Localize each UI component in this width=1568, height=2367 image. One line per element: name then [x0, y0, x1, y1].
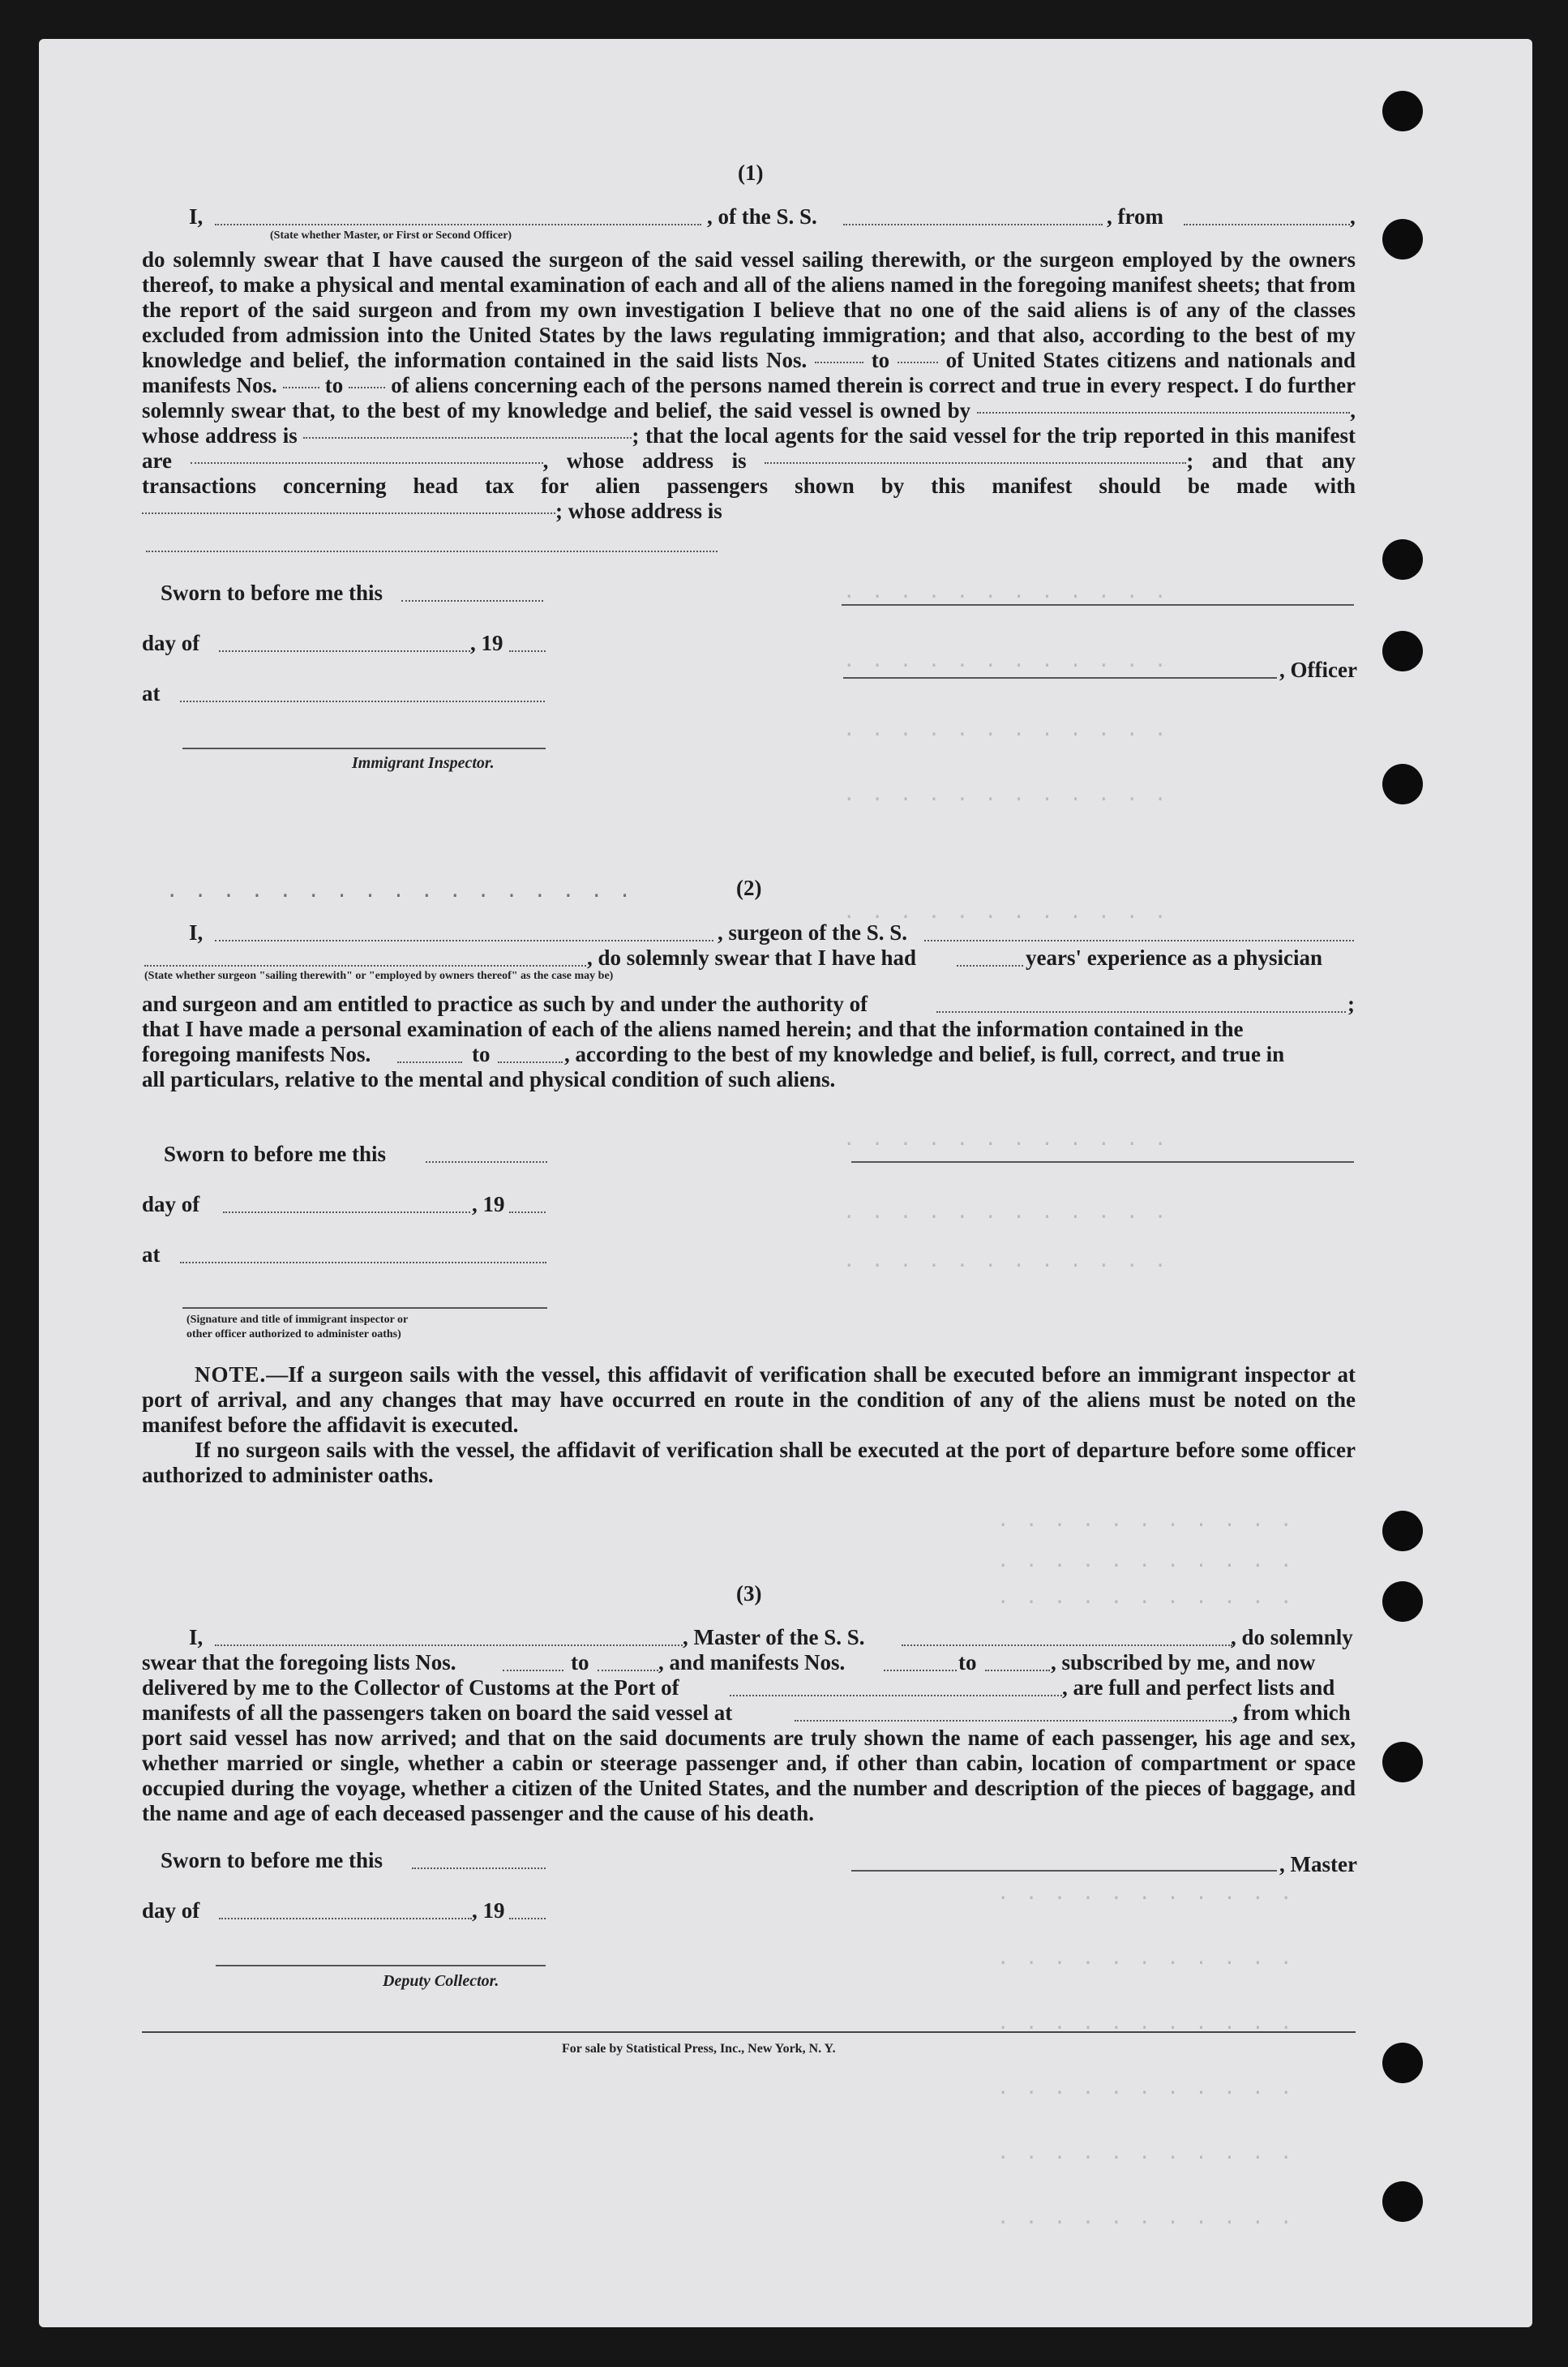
- s3-port-blank[interactable]: [730, 1695, 1062, 1696]
- s1-manifests-from-blank[interactable]: [283, 387, 319, 388]
- s1-year-blank[interactable]: [509, 650, 546, 652]
- s2-line6: all particulars, relative to the mental and physical condition of such aliens.: [142, 1067, 836, 1091]
- s1-officer-signature-line[interactable]: [842, 604, 1354, 606]
- s1-year-label: , 19: [470, 631, 503, 655]
- punch-hole: [1382, 1742, 1423, 1782]
- s2-surgeon-name-blank[interactable]: [215, 940, 713, 941]
- note-paragraph: [142, 1362, 1356, 1438]
- s2-line3: and surgeon and am entitled to practice as such by and under the authority of: [142, 992, 868, 1016]
- show-through-text: . . . . . . . . . . .: [997, 2011, 1295, 2034]
- s1-at-label: at: [142, 681, 161, 705]
- s3-sworn-blank[interactable]: [412, 1867, 546, 1869]
- s2-authority-blank[interactable]: [936, 1011, 1346, 1013]
- s1-owner-blank[interactable]: [977, 412, 1350, 414]
- show-through-text: . . . . . . . . . . .: [997, 1508, 1295, 1531]
- s2-surgeon-caption: (State whether surgeon "sailing therewith" or "employed by owners thereof" as the case may be): [144, 970, 614, 982]
- s3-manifests-to-blank[interactable]: [985, 1670, 1050, 1671]
- s3-collector-line[interactable]: [216, 1965, 546, 1966]
- show-through-text: . . . . . . . . . . .: [997, 1881, 1295, 1904]
- s2-line5a: foregoing manifests Nos.: [142, 1042, 371, 1066]
- show-through-text: . . . . . . . . . . . .: [843, 1200, 1169, 1223]
- show-through-text: . . . . . . . . . . . .: [843, 1127, 1169, 1150]
- s1-comma: ,: [1350, 204, 1356, 229]
- s1-agents-address-blank[interactable]: [765, 462, 1186, 464]
- s3-manifests-from-blank[interactable]: [884, 1670, 957, 1671]
- s3-day-blank[interactable]: [219, 1918, 472, 1919]
- s3-l2c: , and manifests Nos.: [658, 1650, 846, 1674]
- s1-intro-i: I,: [189, 204, 203, 229]
- show-through-text: . . . . . . . . . . .: [997, 2206, 1295, 2228]
- section-3-number: (3): [736, 1581, 762, 1606]
- s3-intro-i: I,: [189, 1625, 203, 1649]
- s3-lists-to-blank[interactable]: [598, 1670, 658, 1671]
- note-paragraph-2: [142, 1438, 1356, 1488]
- s2-signature-caption-2: other officer authorized to administer oaths): [186, 1328, 401, 1340]
- s2-sworn-blank[interactable]: [426, 1161, 547, 1163]
- punch-hole: [1382, 1581, 1423, 1622]
- s2-surgeon-type-blank[interactable]: [144, 965, 586, 967]
- punch-hole: [1382, 91, 1423, 131]
- s2-surgeon-signature-line[interactable]: [851, 1161, 1354, 1163]
- s1-from-blank[interactable]: [1184, 224, 1350, 225]
- note-text-2: If no surgeon sails with the vessel, the affidavit of verification shall be executed at the port of departure before some officer authorized to administer oaths.: [142, 1438, 1356, 1487]
- show-through-text: . . . . . . . . . . . .: [843, 649, 1169, 671]
- s1-body-p2: of United States citizens and nationals and manifests Nos.: [142, 348, 1356, 397]
- s1-officer-label: , Officer: [1279, 658, 1357, 682]
- s2-inspector-line[interactable]: [182, 1307, 547, 1309]
- s2-intro-i: I,: [189, 920, 203, 945]
- s1-headtax-blank[interactable]: [142, 512, 555, 514]
- punch-hole: [1382, 764, 1423, 804]
- s1-body: do solemnly swear that I have caused the surgeon of the said vessel sailing therewith, or the surgeon employed by the owners thereof, to make a physical and mental examination of each and all of the aliens named in the foregoing manifest sheets; that from the report of the said surgeon and from my own investigation I believe that no one of the said aliens is of any of the classes excluded from admission into the United States by the laws regulating immigration; and that also, according to the best of my knowledge and belief, the information contained in the said lists Nos. to of United States citizens and nationals and manifests Nos. to of aliens concerning each of the persons named therein is correct and true in every respect. I do further solemnly swear that, to the best of my knowledge and belief, the said vessel is owned by , whose address is ; that the local agents for the said vessel for the trip reported in this manifest are , whose address is ; and that any transactions concerning head tax for alien passengers shown by this manifest should be made with ; whose address is: [142, 247, 1356, 523]
- s1-body-p1: do solemnly swear that I have caused the surgeon of the said vessel sailing therewith, or the surgeon employed by the owners thereof, to make a physical and mental examination of each and all of the aliens named in the foregoing manifest sheets; that from the report of the said surgeon and from my own investigation I believe that no one of the said aliens is of any of the classes excluded from admission into the United States by the laws regulating immigration; and that also, according to the best of my knowledge and belief, the information contained in the said lists Nos.: [142, 247, 1356, 372]
- show-through-text: . . . . . . . . . . .: [997, 1946, 1295, 1969]
- note-text: —If a surgeon sails with the vessel, this affidavit of verification shall be executed before an immigrant inspector at port of arrival, and any changes that may have occurred en route in the condition of any of the aliens must be noted on the manifest before the affidavit is executed.: [142, 1362, 1356, 1437]
- s1-body-whose2: whose address is: [566, 448, 747, 473]
- show-through-text: . . . . . . . . . . .: [997, 2076, 1295, 2099]
- s2-semicolon: ;: [1347, 992, 1355, 1016]
- s2-line5c: , according to the best of my knowledge and belief, is full, correct, and true in: [564, 1042, 1285, 1066]
- s3-year-blank[interactable]: [509, 1918, 546, 1919]
- s1-headtax-address-blank[interactable]: [146, 551, 718, 552]
- s3-master-name-blank[interactable]: [215, 1644, 683, 1646]
- s3-l2a: swear that the foregoing lists Nos.: [142, 1650, 456, 1674]
- show-through-text: . . . . . . . . . . . .: [843, 900, 1169, 923]
- s3-l2e: , subscribed by me, and now: [1051, 1650, 1316, 1674]
- s1-officer-blank[interactable]: [215, 224, 701, 225]
- s3-body: port said vessel has now arrived; and that on the said documents are truly shown the name of each passenger, his age and sex, whether married or single, whether a cabin or steerage passenger and, if other than cabin, location of compartment or space occupied during the voyage, whether a citizen of the United States, and the number and description of the pieces of baggage, and the name and age of each deceased passenger and the cause of his death.: [142, 1726, 1356, 1825]
- punch-hole: [1382, 539, 1423, 580]
- s2-line5b: to: [472, 1042, 491, 1066]
- s3-do-solemnly: , do solemnly: [1231, 1625, 1353, 1649]
- show-through-text: . . . . . . . . . . .: [997, 1549, 1295, 1572]
- s3-l2b: to: [571, 1650, 589, 1674]
- s3-sworn-label: Sworn to before me this: [161, 1848, 383, 1872]
- s1-at-blank[interactable]: [180, 701, 545, 702]
- s1-owner-address-blank[interactable]: [303, 437, 632, 439]
- s2-signature-caption-1: (Signature and title of immigrant inspector or: [186, 1314, 409, 1326]
- s1-inspector-caption: Immigrant Inspector.: [352, 754, 495, 772]
- s1-sworn-label: Sworn to before me this: [161, 581, 383, 605]
- show-through-text: . . . . . . . . . . . .: [843, 783, 1169, 805]
- s3-l4b: , from which: [1232, 1700, 1351, 1725]
- footer-rule: [142, 2031, 1356, 2033]
- s2-year-label: , 19: [472, 1192, 505, 1216]
- section-2-number: (2): [736, 876, 762, 900]
- show-through-text: . . . . . . . . . . . .: [843, 580, 1169, 602]
- s3-year-label: , 19: [472, 1898, 505, 1923]
- s1-inspector-line[interactable]: [182, 748, 546, 749]
- s1-sworn-blank[interactable]: [401, 600, 543, 602]
- s1-body-whose1: , whose address is: [142, 398, 1356, 448]
- s1-lists-to-blank[interactable]: [898, 362, 938, 363]
- s2-manifests-to-blank[interactable]: [498, 1061, 563, 1063]
- s2-line4: that I have made a personal examination of each of the aliens named herein; and that the information contained in the: [142, 1017, 1244, 1041]
- show-through-text: . . . . . . . . . . . . . . . . .: [166, 879, 633, 902]
- s2-years-blank[interactable]: [957, 965, 1023, 967]
- s1-day-blank[interactable]: [219, 650, 470, 652]
- s2-surgeon-of-ss: , surgeon of the S. S.: [718, 920, 908, 945]
- s3-l3a: delivered by me to the Collector of Customs at the Port of: [142, 1675, 679, 1700]
- s2-day-blank[interactable]: [223, 1211, 470, 1213]
- s1-body-p3: of aliens concerning each of the persons named therein is correct and true in every respect. I do further solemnly swear that, to the best of my knowledge and belief, the said vessel is owned by: [142, 373, 1356, 422]
- note-label: NOTE.: [195, 1362, 267, 1387]
- punch-hole: [1382, 2043, 1423, 2083]
- s1-body-to2: to: [324, 373, 344, 397]
- s1-vessel-blank[interactable]: [843, 224, 1103, 225]
- s2-day-of-label: day of: [142, 1192, 200, 1216]
- footer-imprint: For sale by Statistical Press, Inc., New York, N. Y.: [562, 2042, 836, 2056]
- s2-years-exp: years' experience as a physician: [1026, 946, 1322, 970]
- s1-of-the-ss: , of the S. S.: [707, 204, 817, 229]
- s3-vessel-blank[interactable]: [902, 1644, 1232, 1646]
- punch-hole: [1382, 631, 1423, 671]
- s1-manifests-to-blank[interactable]: [349, 387, 385, 388]
- s2-at-blank[interactable]: [180, 1262, 546, 1263]
- show-through-text: . . . . . . . . . . .: [997, 2141, 1295, 2163]
- s1-body-whose3: ; whose address is: [555, 499, 722, 523]
- s3-lists-from-blank[interactable]: [503, 1670, 563, 1671]
- s1-officer-line[interactable]: [843, 677, 1277, 679]
- s1-body-p4: that the local agents for the said vessel for the trip reported in this manifest are: [142, 423, 1356, 473]
- s3-l2d: to: [958, 1650, 977, 1674]
- s3-day-of-label: day of: [142, 1898, 200, 1923]
- s3-l3b: , are full and perfect lists and: [1062, 1675, 1335, 1700]
- section-1-number: (1): [738, 161, 764, 185]
- show-through-text: . . . . . . . . . . .: [997, 1585, 1295, 1608]
- s3-boarded-at-blank[interactable]: [795, 1720, 1232, 1722]
- show-through-text: . . . . . . . . . . . .: [843, 1249, 1169, 1271]
- s2-vessel-blank[interactable]: [924, 940, 1354, 941]
- s1-lists-from-blank[interactable]: [815, 362, 863, 363]
- s1-day-of-label: day of: [142, 631, 200, 655]
- punch-hole: [1382, 2181, 1423, 2222]
- s1-from-label: , from: [1107, 204, 1163, 229]
- s3-l4a: manifests of all the passengers taken on board the said vessel at: [142, 1700, 733, 1725]
- s1-master-caption: (State whether Master, or First or Second Officer): [270, 229, 512, 242]
- s1-body-to1: to: [871, 348, 890, 372]
- s3-collector-caption: Deputy Collector.: [383, 1972, 499, 1990]
- s2-sworn-label: Sworn to before me this: [164, 1142, 386, 1166]
- punch-hole: [1382, 219, 1423, 259]
- s3-master-label: , Master: [1279, 1852, 1357, 1876]
- s1-agents-blank[interactable]: [191, 462, 543, 464]
- s2-at-label: at: [142, 1242, 161, 1267]
- s2-manifests-from-blank[interactable]: [397, 1061, 462, 1063]
- s3-master-signature-line[interactable]: [851, 1870, 1277, 1872]
- s2-swear-had: , do solemnly swear that I have had: [587, 946, 917, 970]
- punch-hole: [1382, 1511, 1423, 1551]
- s2-year-blank[interactable]: [509, 1211, 546, 1213]
- s3-master-of-ss: , Master of the S. S.: [683, 1625, 865, 1649]
- s1-body-p5: ; and that any transactions concerning head tax for alien passengers shown by this manifest should be made with: [142, 448, 1356, 498]
- show-through-text: . . . . . . . . . . . .: [843, 718, 1169, 740]
